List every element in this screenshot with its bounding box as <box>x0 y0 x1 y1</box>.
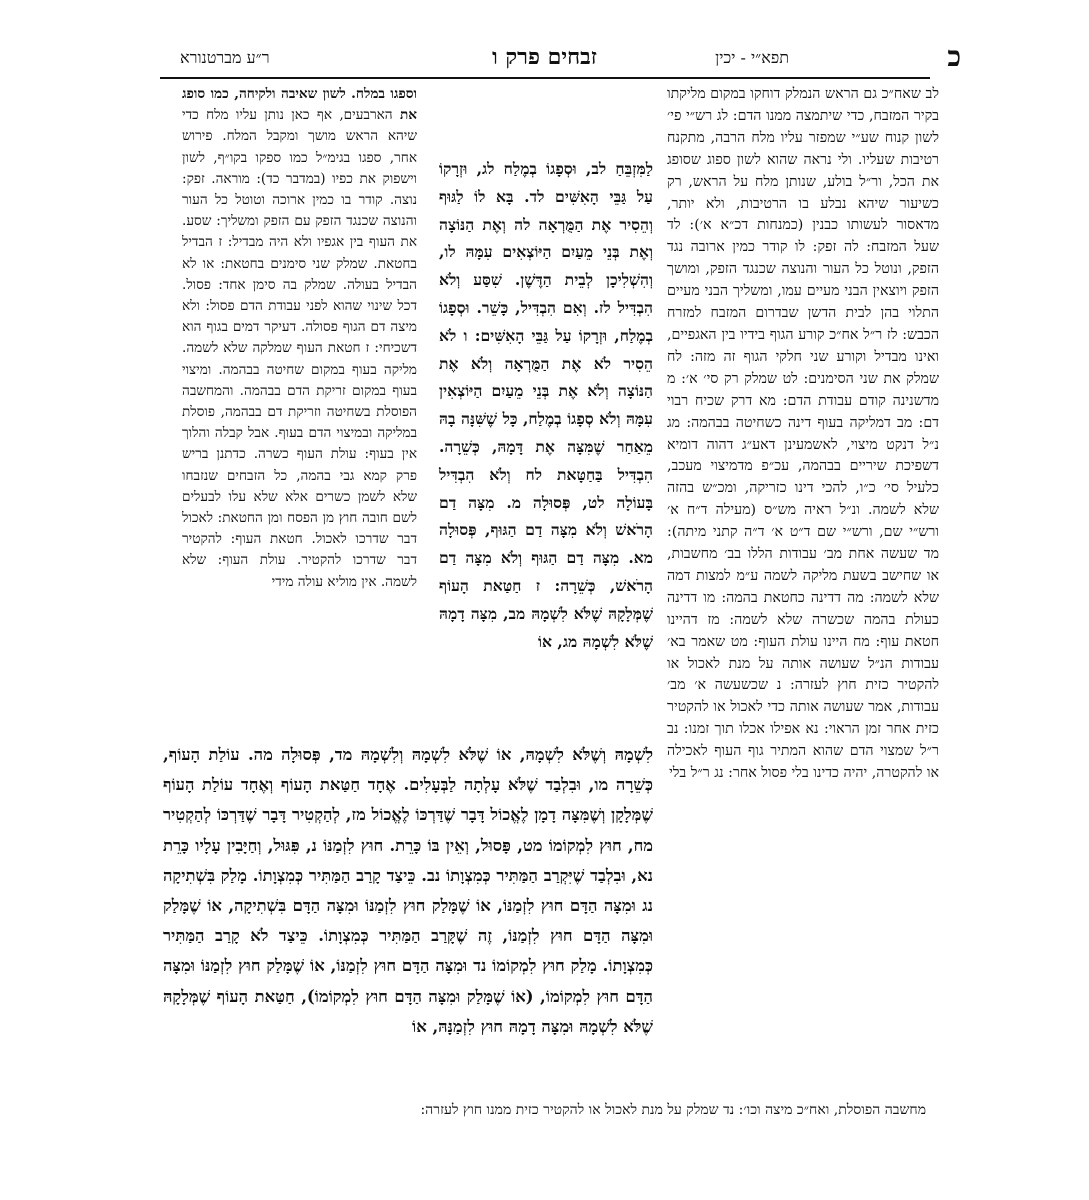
commentary-left-column <box>182 84 417 749</box>
commentary-left-text: הארבעים, אף כאן נותן עליו מלח כדי שיהא הראש מושך ומקבל המלח. פירוש אחר, ספגו בגימ״ל כמו ספקו בקו״ף, לשון וישפוק את כפיו (במדבר כד): מוראה. זפק: נוצה. קודר בו כמין ארוכה וטוטל כל העור והנוצה שכנגד הזפק עם הזפק ומשליך: שסע. את העוף בין אגפיו ולא היה מבדיל: ז הבדיל בחטאת. שמלק שני סימנים בחטאת: או לא הבדיל בעולה. שמלק בה סימן אחד: פסול. דכל שינוי שהוא לפני עבודת הדם פסול: ולא מיצה דם הגוף פסולה. דעיקר דמים בגוף הוא דשכיחי: ז חטאת העוף שמלקה שלא לשמה. מליקה בעוף במקום שחיטה בבהמה. ומיצוי בעוף במקום זריקת הדם בבהמה. והמחשבה הפוסלת בשחיטה וזריקת דם בבהמה, פוסלת במליקה ובמיצוי הדם בעוף. אבל קבלה והלוך אין בעוף: עולת העוף כשרה. כדתנן בריש פרק קמא גבי בהמה, כל הזבחים שנזבחו שלא לשמן כשרים אלא שלא עלו לבעלים לשם חובה חוץ מן הפסח ומן החטאת: לאכול דבר שדרכו לאכול. חטאת העוף: להקטיר דבר שדרכו להקטיר. עולת העוף: שלא לשמה. אין מוליא עולה מידי <box>182 107 417 590</box>
left-column-label: ר״ע מברטנורא <box>180 48 270 67</box>
right-column-label: תפא״י - יכין <box>715 48 789 67</box>
header-rule <box>160 77 930 79</box>
footer-line: מחשבה הפוסלת, ואח״כ מיצה וכו׳: נד שמלק על מנת לאכול או להקטיר כזית ממנו חוץ לעזרה: <box>420 1102 926 1118</box>
commentary-right-column: לב שאח״כ גם הראש הנמלק דוחקו במקום מליקתו בקיר המזבח, כדי שיתמצה ממנו הדם: לג רש״י פי׳ לשון קנוח שע״י שמפזר עליו מלח הרבה, מתקנח רטיבות שעליו. ולי נראה שהוא לשון ספוג שסופג את הכל, ור״ל בולע, שנותן מלח על הראש, רק כשיעור שיהא נבלע בו הרטיבות, ולא יותר, מדאסור לעשותו כבנין (כמנחות דכ״א א׳): לד שעל המזבח: לה זפק: לו קודר כמין ארובה נגד הזפק, ונוטל כל העור והנוצה שכנגד הזפק, ומושך הזפק ויוצאין הבני מעיים עמו, ומשליך הבני מעיים התלוי בהן לבית הדשן שבדרום המזבח למזרח הכבש: לז ר״ל אח״כ קורע הגוף בידיו בין האגפיים, ואינו מבדיל וקורע שני חלקי הגוף זה מזה: לח שמלק את שני הסימנים: לט שמלק רק סי׳ א׳: מ מדשנינה קודם עבודת הדם: מא דרק שכיח רבוי דם: מב דמליקה בעוף דינה כשחיטה בבהמה: מג נ״ל דנקט מיצוי, לאשמעינן דאע״ג דהוה דומיא דשפיכת שיריים בבהמה, עכ״פ מדמיצוי מעכב, כלעיל סי׳ כ״ו, להכי דינו כזריקה, ומכ״ש בהזה שלא לשמה. ונ״ל ראיה מש״ס (מעילה ד״ח א׳ ורש״י שם, ורש״י שם ד״ט א׳ ד״ה קתני מיתה): מד שעשה אחת מב׳ עבודות הללו בב׳ מחשבות, או שחישב בשעת מליקה לשמה ע״מ למצות דמה שלא לשמה: מה דדינה כחטאת בהמה: מו דדינה כעולת בהמה שכשרה שלא לשמה: מז דהיינו חטאת עוף: מח היינו עולת העוף: מט שאמר בא׳ עבודות הנ״ל שעושה אותה על מנת לאכול או להקטיר כזית חוץ לעזרה: נ שכשעשה א׳ מב׳ עבודות, אמר שעושה אותה כדי לאכול או להקטיר כזית אחר זמן הראוי: נא אפילו אכלו תוך זמנו: נב ר״ל שמצוי הדם שהוא המתיר גוף העוף לאכילה או להקטרה, יהיה כדינו בלי פסול אחר: נג ר״ל בלי <box>667 86 939 782</box>
mishna-text-upper: לַמִּזְבֵּחַ לב, וּסְפָגוֹ בְמֶלַח לג, וּזְרָקוֹ עַל גַּבֵּי הָאִשִּׁים לד. בָּא לוֹ לַגּוּף וְהֵסִיר אֶת הַמֻּרְאָה לה וְאֶת הַנּוֹצָה וְאֶת בְּנֵי מֵעַיִם הַיּוֹצְאִים עִמָּהּ לו, וְהִשְׁלִיכָן לְבֵית הַדֶּשֶׁן. שִׁסַּע וְלֹא הִבְדִּיל לז. וְאִם הִבְדִּיל, כָּשֵׁר. וּסְפָגוֹ בְמֶלַח, וּזְרָקוֹ עַל גַּבֵּי הָאִשִּׁים: ו לֹא הֵסִיר לֹא אֶת הַמֻּרְאָה וְלֹא אֶת הַנּוֹצָה וְלֹא אֶת בְּנֵי מֵעַיִם הַיּוֹצְאִין עִמָּהּ וְלֹא סְפָגוֹ בְמֶלַח, כָּל שֶׁשִּׁנָּה בָהּ מֵאַחַר שֶׁמִּצָּה אֶת דָּמָהּ, כְּשֵׁרָה. הִבְדִּיל בַּחַטָּאת לח וְלֹא הִבְדִּיל בָּעוֹלָה לט, פְּסוּלָה מ. מִצָּה דַם הָרֹאשׁ וְלֹא מִצָּה דַם הַגּוּף, פְּסוּלָה מא. מִצָּה דַם הַגּוּף וְלֹא מִצָּה דַם הָרֹאשׁ, כְּשֵׁרָה: ז חַטַּאת הָעוֹף שֶׁמְּלָקָהּ שֶׁלֹּא לִשְׁמָהּ מב, מִצָּה דָמָהּ שֶׁלֹּא לִשְׁמָהּ מג, אוֹ <box>439 159 653 651</box>
page-number: כ <box>947 40 961 73</box>
page-title: זבחים פרק ו <box>492 44 597 70</box>
mishna-text-lower: לִשְׁמָהּ וְשֶׁלֹּא לִשְׁמָהּ, אוֹ שֶׁלֹּא לִשְׁמָהּ וְלִשְׁמָהּ מד, פְּסוּלָה מה. עוֹלַת הָעוֹף, כְּשֵׁרָה מו, וּבִלְבַד שֶׁלֹּא עָלְתָה לַבְּעָלִים. אֶחָד חַטַּאת הָעוֹף וְאֶחָד עוֹלַת הָעוֹף שֶׁמְּלָקָן וְשֶׁמִּצָּה דָמָן לֶאֱכוֹל דָּבָר שֶׁדַּרְכּוֹ לֶאֱכוֹל מז, לְהַקְטִיר דָּבָר שֶׁדַּרְכּוֹ לְהַקְטִיר מח, חוּץ לִמְקוֹמוֹ מט, פָּסוּל, וְאֵין בּוֹ כָּרֵת. חוּץ לִזְמַנּוֹ נ, פִּגּוּל, וְחַיָּבִין עָלָיו כָּרֵת נא, וּבִלְבַד שֶׁיִּקְרַב הַמַּתִּיר כְּמִצְוָתוֹ נב. כֵּיצַד קָרַב הַמַּתִּיר כְּמִצְוָתוֹ. מָלַק בִּשְׁתִיקָה נג וּמִצָּה הַדָּם חוּץ לִזְמַנּוֹ, אוֹ שֶׁמָּלַק חוּץ לִזְמַנּוֹ וּמִצָּה הַדָּם בִּשְׁתִיקָה, אוֹ שֶׁמָּלַק וּמִצָּה הַדָּם חוּץ לִזְמַנּוֹ, זֶה שֶׁקָּרַב הַמַּתִּיר כְּמִצְוָתוֹ. כֵּיצַד לֹא קָרַב הַמַּתִּיר כְּמִצְוָתוֹ. מָלַק חוּץ לִמְקוֹמוֹ נד וּמִצָּה הַדָּם חוּץ לִזְמַנּוֹ, אוֹ שֶׁמָּלַק חוּץ לִזְמַנּוֹ וּמִצָּה הַדָּם חוּץ לִמְקוֹמוֹ, (אוֹ שֶׁמָּלַק וּמִצָּה הַדָּם חוּץ לִמְקוֹמוֹ), חַטַּאת הָעוֹף שֶׁמְּלָקָהּ שֶׁלֹּא לִשְׁמָהּ וּמִצָּה דָמָהּ חוּץ לִזְמַנָּהּ, אוֹ <box>163 745 653 1036</box>
page-header <box>0 38 1089 78</box>
commentary-left-heading: וספגו במלח. לשון שאיבה ולקיחה, כמו סופג את <box>182 86 417 124</box>
